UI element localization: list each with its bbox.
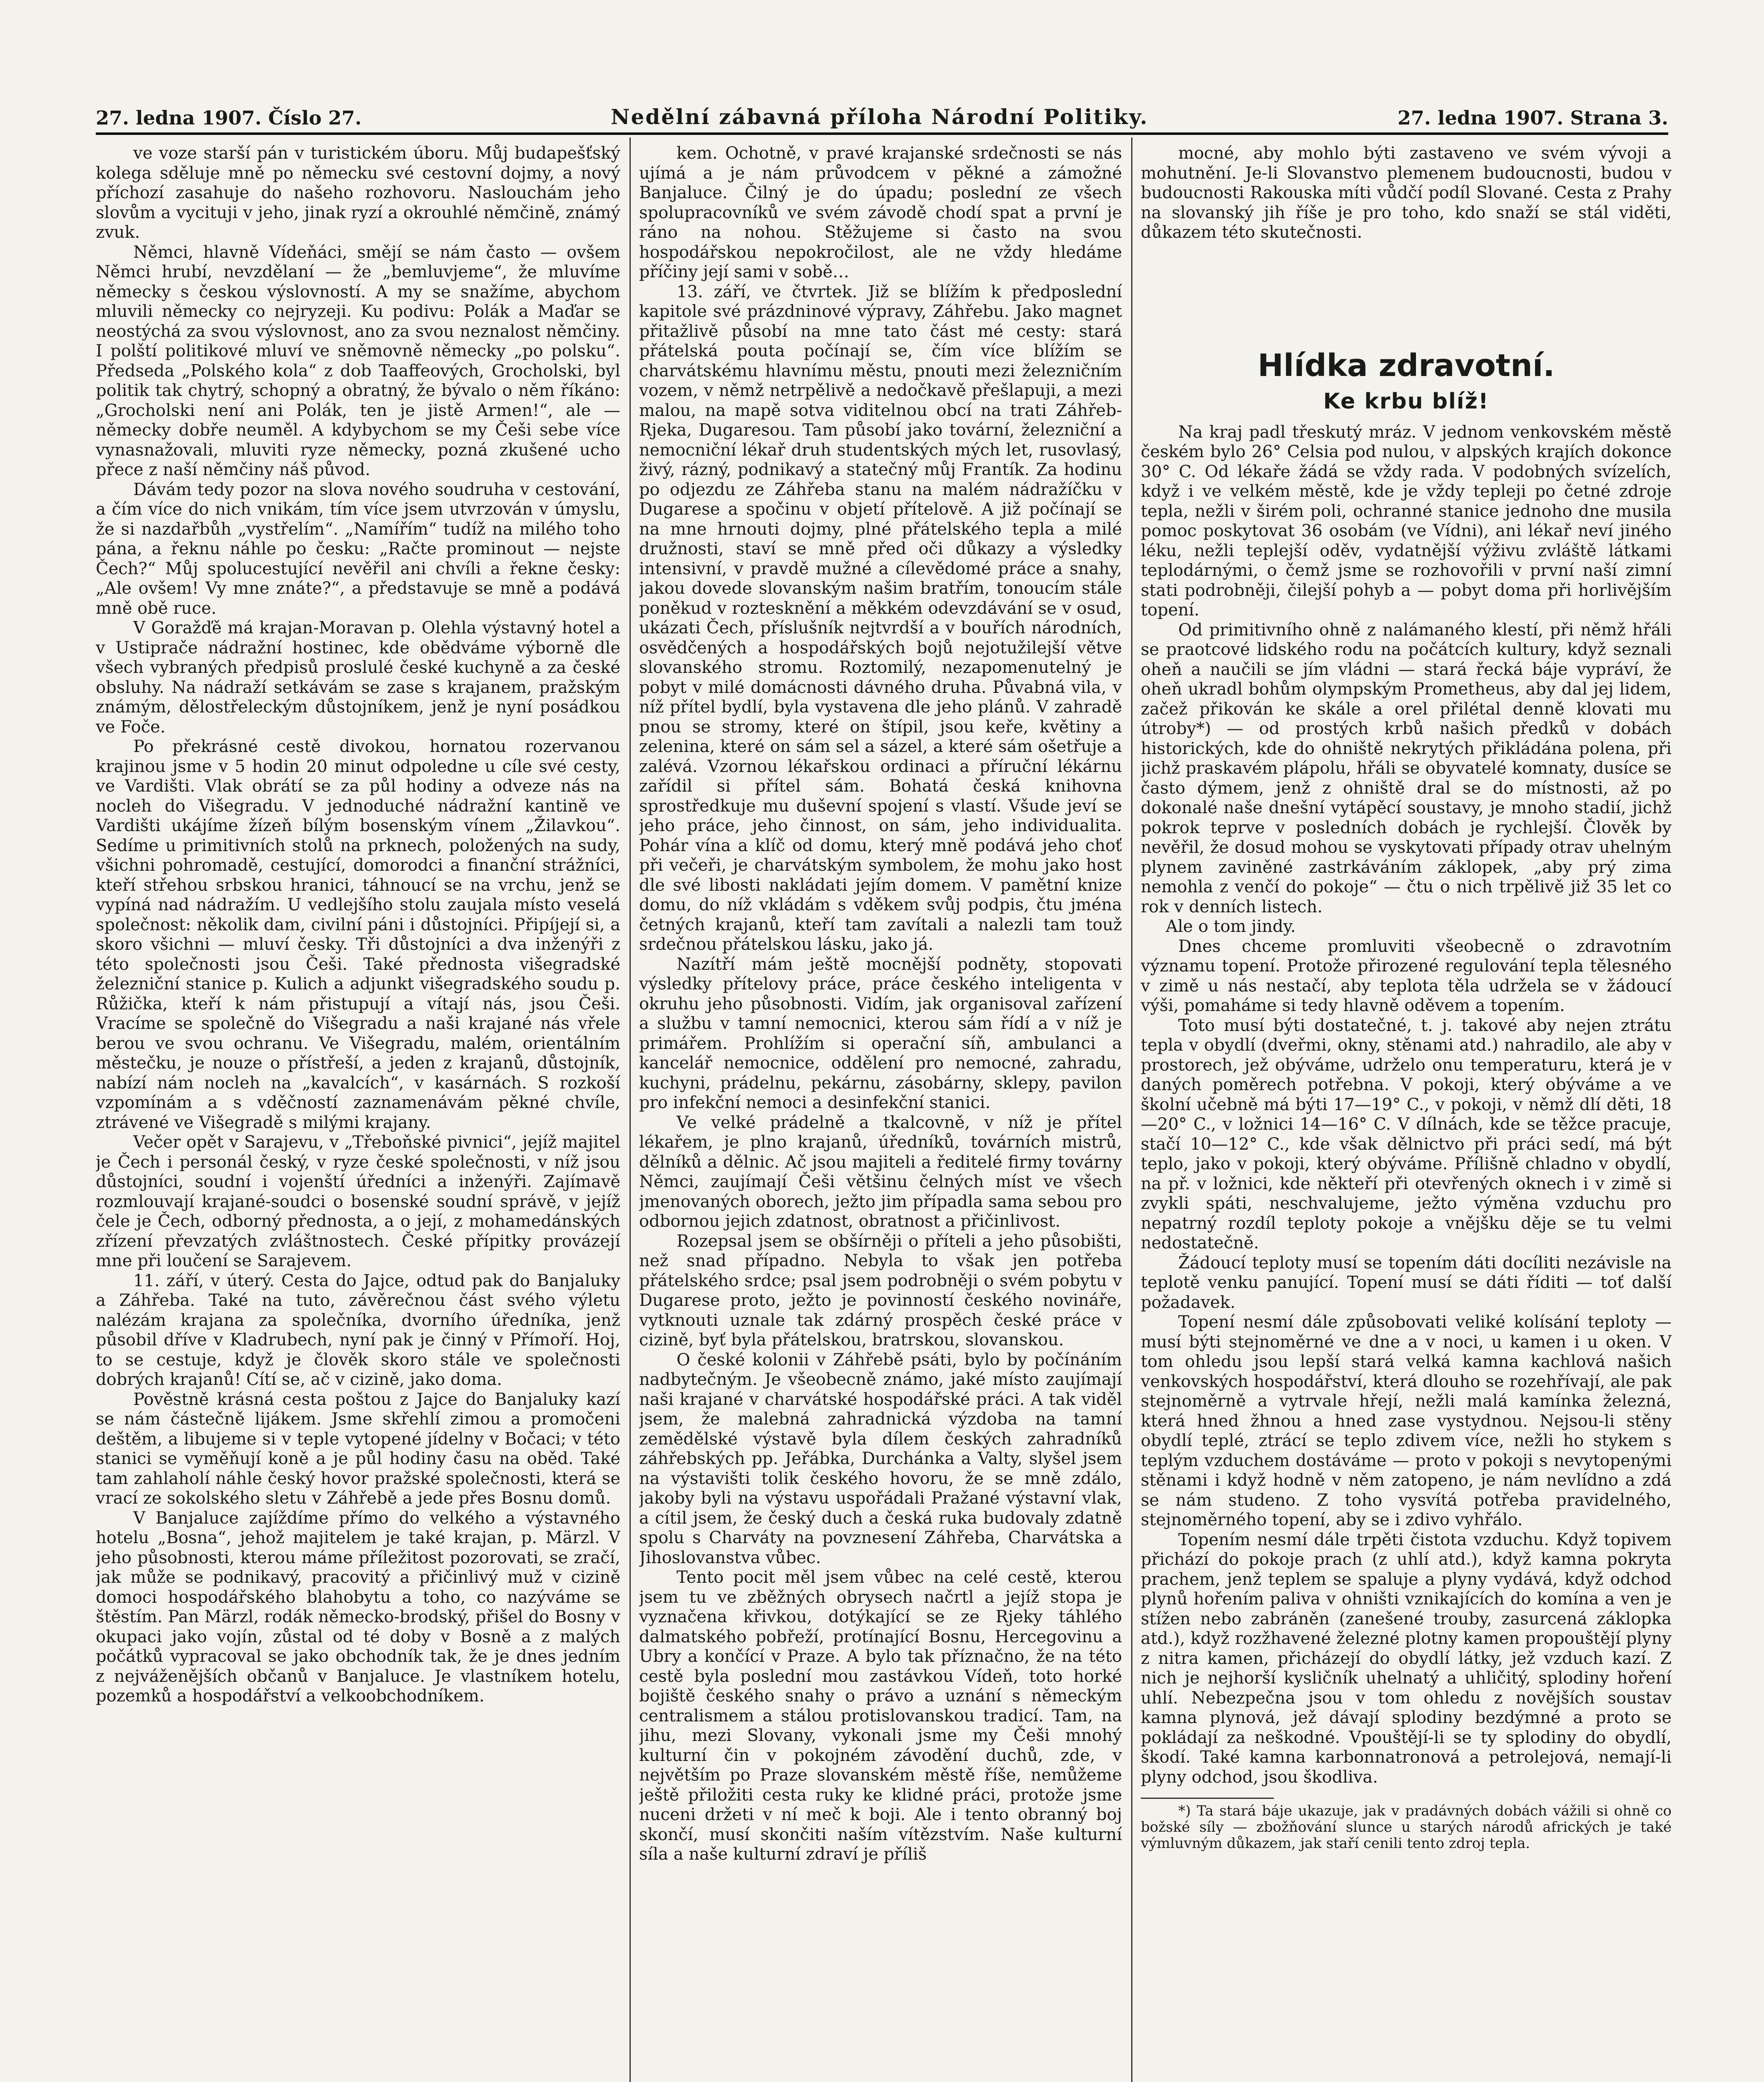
paragraph: Tento pocit měl jsem vůbec na celé cestě, kterou jsem tu ve zběžných obrysech načrtl a jejíž stopa je vyznačena křivkou, dotýkající se ze Rjeky táhlého dalmatského pobřeží, protínající Bosnu, Hercegovinu a Ubry a končící v Praze. A bylo tak příznačno, že na této cestě byla poslední mou zastávkou Vídeň, toto horké bojiště českého snahy o právo a uznání s německým centralismem a stálou protislovanskou tradicí. Tam, na jihu, mezi Slovany, vykonali jsme my Češi mnohý kulturní čin v pokojném závodění duchů, zde, v největším po Praze slovanském městě říše, nemůžeme ještě přiložiti cesta ruky ke klidné práci, protože jsme nuceni držeti v ní meč k boji. Ale i tento obranný boj skončí, musí skončiti naším vítězstvím. Naše kulturní síla a naše kulturní zdraví je příliš [639, 1568, 1122, 1864]
column-divider [1131, 137, 1132, 2082]
header-rule [96, 132, 1668, 135]
paragraph: Žádoucí teploty musí se topením dáti docíliti nezávisle na teplotě venku panující. Topení musí se dáti říditi — toť další požadavek. [1141, 1253, 1672, 1312]
page-header [96, 92, 1668, 129]
paragraph: kem. Ochotně, v pravé krajanské srdečnosti se nás ujímá a je nám průvodcem v pěkné a zámožné Banjaluce. Čilný je do úpadu; poslední ze všech spolupracovníků ve svém závodě chodí spat a první je ráno na nohou. Stěžujeme si často na svou hospodářskou nepokročilost, ale ne vždy hledáme příčiny její sami v sobě… [639, 144, 1122, 281]
paragraph: Toto musí býti dostatečné, t. j. takové aby nejen ztrátu tepla v obydlí (dveřmi, okny, stěnami atd.) nahradilo, ale aby v prostorech, jež obýváme, udrželo onu temperaturu, která je v daných poměrech potřebna. V pokoji, který obýváme a ve školní učebně má býti 17—19° C., v pokoji, v němž dlí děti, 18—20° C., v ložnici 14—16° C. V dílnách, kde se těžce pracuje, stačí 10—12° C., kde však dělnictvo při práci sedí, má být teplo, jako v pokoji, který obýváme. Přílišně chladno v obydlí, na př. v ložnici, kde někteří při otevřených oknech i v zimě si zvykli spáti, neschvalujeme, ježto výměna vzduchu pro nepatrný rozdíl teploty pokoje a vnějšku děje se tu velmi nedostatečně. [1141, 1016, 1672, 1253]
column-3 [1141, 144, 1672, 2082]
paragraph: Rozepsal jsem se obšírněji o příteli a jeho působišti, než snad případno. Nebyla to však jen potřeba přátelského srdce; psal jsem podrobněji o svém pobytu v Dugarese proto, ježto je povinností českého novináře, vytknouti uznale tak zdárný prospěch české práce v cizině, byť byla přátelskou, bratrskou, slovanskou. [639, 1231, 1122, 1350]
column-1 [96, 144, 620, 2082]
paragraph: Pověstně krásná cesta poštou z Jajce do Banjaluky kazí se nám částečně lijákem. Jsme skřehlí zimou a promočeni deštěm, a libujeme si v teple vytopené jídelny v Bočaci; v této stanici se vyměňují koně a je půl hodiny času na oběd. Také tam zahlaholí náhle český hovor pražské společnosti, která se vrací ze sokolského sletu v Záhřebě a jede přes Bosnu domů. [96, 1390, 620, 1508]
paragraph: Po překrásné cestě divokou, hornatou rozervanou krajinou jsme v 5 hodin 20 minut odpoledne u cíle své cesty, ve Vardišti. Vlak obrátí se za půl hodiny a odveze nás na nocleh do Višegradu. V jednoduché nádražní kantině ve Vardišti ukájíme žízeň bílým bosenským vínem „Žilavkou“. Sedíme u primitivních stolů na prknech, položených na sudy, všichni pohromadě, cestující, domorodci a finanční strážníci, kteří střehou srbskou hranici, táhnoucí se na vrchu, jenž se vypíná nad nádražím. U vedlejšího stolu zaujala místo veselá společnost: několik dam, civilní páni i důstojníci. Připíjejí si, a skoro všichni — mluví česky. Tři důstojníci a dva inženýři z této společnosti jsou Češi. Také přednosta višegradské železniční stanice p. Kulich a adjunkt višegradského soudu p. Růžička, kteří k nám přistupují a vítají nás, jsou Češi. Vracíme se společně do Višegradu a naši krajané nás vřele berou ve svou ochranu. Ve Višegradu, malém, orientálním městečku, je nouze o přístřeší, a jeden z krajanů, důstojník, nabízí nám nocleh na „kavalcích“, v kasárnách. S rozkoší vzpomínám a s vděčností zaznamenávám pěkné chvíle, ztrávené ve Višegradě s milými krajany. [96, 737, 620, 1132]
paragraph: Od primitivního ohně z nalámaného klestí, při němž hřáli se praotcové lidského rodu na počátcích kultury, když seznali oheň a naučili se jím vládni — stará řecká báje vypráví, že oheň ukradl bohům olympským Prometheus, aby dal jej lidem, začež přikován ke skále a orel přilétal denně klovati mu útroby*) — od prostých krbů našich předků v dobách historických, kde do ohniště nekrytých přikládána polena, při jichž praskavém plápolu, hřáli se obyvatelé komnaty, dusíce se často dýmem, jenž z ohniště dral se do místnosti, až po dokonalé naše dnešní vytápěcí soustavy, je mnoho stadií, jichž pokrok teprve v posledních dobách je rychlejší. Člověk by nevěřil, že dosud mohou se vyskytovati případy otrav uhelným plynem zaviněné zastrkáváním záklopek, „aby prý zima nemohla z venčí do pokoje“ — čtu o nich trpělivě již 35 let co rok v denních listech. [1141, 620, 1672, 916]
paragraph: ve voze starší pán v turistickém úboru. Můj budapešťský kolega sděluje mně po německu své cestovní dojmy, a nový příchozí zasahuje do našeho rozhovoru. Naslouchám jeho slovům a vycituji v jeho, jinak ryzí a okrouhlé němčině, známý zvuk. [96, 144, 620, 242]
paragraph: 13. září, ve čtvrtek. Již se blížím k předposlední kapitole své prázdninové výpravy, Záhřebu. Jako magnet přitažlivě působí na mne tato část mé cesty: stará přátelská pouta počínají se, čím více blížím se charvátskému hlavnímu městu, pnouti mezi železničním vozem, v němž netrpělivě a nedočkavě přešlapuji, a mezi malou, na mapě sotva viditelnou obcí na trati Záhřeb-Rjeka, Dugaresou. Tam působí jako tovární, železniční a nemocniční lékař druh studentských mých let, rusovlasý, živý, rázný, podnikavý a statečný můj Frantík. Za hodinu po odjezdu ze Záhřeba stanu na malém nádražíčku v Dugarese a spočinu v objetí přítelově. A již počínají se na mne hrnouti dojmy, plné přátelského tepla a milé družnosti, staví se mně před oči důkazy a výsledky intensivní, v pravdě mužné a cílevědomé práce a snahy, jakou dovede slovanským našim bratřím, tonoucím stále poněkud v roztesknění a měkkém odevzdávání se v osud, ukázati Čech, příslušník nejtvrdší a v bouřích národních, osvědčených a hospodářských bojů nejotužilejší větve slovanského stromu. Roztomilý, nezapomenutelný je pobyt v milé domácnosti dávného druha. Půvabná vila, v níž přítel bydlí, byla vystavena dle jeho plánů. V zahradě pnou se stromy, které on štípil, jsou keře, květiny a zelenina, které on sám sel a sázel, a které sám ošetřuje a zalévá. Vzornou lékařskou ordinaci a příruční lékárnu zařídil si přítel sám. Bohatá česká knihovna sprostředkuje mu duševní spojení s vlastí. Všude jeví se jeho práce, jeho činnost, on sám, jeho individualita. Pohár vína a klíč od domu, který mně podává jeho choť při večeři, je charvátským symbolem, že mohu jako host dle své libosti nakládati jejím domem. V pamětní knize domu, do níž vkládám s vděkem svůj podpis, čtu jména četných krajanů, kteří tam zavítali a nalezli tam touž srdečnou přátelskou lásku, jako já. [639, 282, 1122, 954]
paragraph: Němci, hlavně Vídeňáci, smějí se nám často — ovšem Němci hrubí, nevzdělaní — že „bemluvjeme“, že mluvíme německy s českou výslovností. A my se snažíme, abychom mluvili německy co nejryzeji. Ku podivu: Polák a Maďar se neostýchá za svou výslovnost, ano za svou neznalost němčiny. I polští politikové mluví ve sněmovně německy „po polsku“. Předseda „Polského kola“ z dob Taaffeových, Grocholski, byl politik tak chytrý, schopný a obratný, že bývalo o něm říkáno: „Grocholski není ani Polák, ten je jistě Armen!“, ale — německy dobře neuměl. A kdybychom se my Češi sebe více vynasnažovali, mluviti ryze německy, pozná zkušené ucho přece z naší němčiny náš původ. [96, 242, 620, 479]
footnote: *) Ta stará báje ukazuje, jak v pradávných dobách vážili si ohně co božské síly — zbožňování slunce u starých národů afrických je také výmluvným důkazem, jak staří cenili tento zdroj tepla. [1141, 1803, 1672, 1852]
paragraph: Večer opět v Sarajevu, v „Třeboňské pivnici“, jejíž majitel je Čech i personál český, v ryze české společnosti, v níž jsou důstojníci, soudní i vojenští úředníci a inženýři. Zajímavě rozmlouvají krajané-soudci o bosenské soudní správě, v jejíž čele je Čech, odborný přednosta, a o její, z mohamedánských zřízení převzatých zvláštnostech. České přípitky provázejí mne při loučení se Sarajevem. [96, 1133, 620, 1270]
paragraph: Nazítří mám ještě mocnější podněty, stopovati výsledky přítelovy práce, práce českého inteligenta v okruhu jeho působnosti. Vidím, jak organisoval zařízení a službu v tamní nemocnici, kterou sám řídí a v níž je primářem. Prohlížím si operační síň, ambulanci a kancelář nemocnice, oddělení pro nemocné, zahradu, kuchyni, prádelnu, pekárnu, zásobárny, sklepy, pavilon pro infekční nemoci a desinfekční stanici. [639, 954, 1122, 1112]
paragraph: V Banjaluce zajíždíme přímo do velkého a výstavného hotelu „Bosna“, jehož majitelem je také krajan, p. Märzl. V jeho působnosti, kterou máme příležitost pozorovati, se zračí, jak může se podnikavý, pracovitý a přičinlivý muž v cizině domoci hospodářského blahobytu a toho, co nazýváme se štěstím. Pan Märzl, rodák německo-brodský, přišel do Bosny v okupaci jako vojín, zůstal od té doby v Bosně a z malých počátků vypracoval se jako obchodník tak, že je dnes jedním z nejváženějších občanů v Banjaluce. Je vlastníkem hotelu, pozemků a hospodářství a velkoobchodníkem. [96, 1508, 620, 1706]
header-publication-title: Nedělní zábavná příloha Národní Politiky. [610, 105, 1149, 129]
header-date-page: 27. ledna 1907. Strana 3. [1397, 107, 1668, 129]
paragraph: Dávám tedy pozor na slova nového soudruha v cestování, a čím více do nich vnikám, tím více jsem utvrzován v úmyslu, že si nazdařbůh „vystřelím“. „Namířím“ tudíž na milého toho pána, a řeknu náhle po česku: „Račte prominout — nejste Čech?“ Můj spolucestující nevěřil ani chvíli a řekne česky: „Ale ovšem! Vy mne znáte?“, a představuje se mně a podává mně obě ruce. [96, 480, 620, 618]
article-title: Ke krbu blíž! [1323, 389, 1489, 414]
paragraph: Na kraj padl třeskutý mráz. V jednom venkovském městě českém bylo 26° Celsia pod nulou, v alpských krajích dokonce 30° C. Od lékaře žádá se vždy rada. V podobných svízelích, když i ve velkém městě, kde je vždy tepleji po četné zdroje tepla, nežli v širém poli, ochranné stanice jednoho dne musila pomoc poskytovat 36 osobám (ve Vídni), ani lékař neví jiného léku, nežli teplejší oděv, vydatnější výživu zvláště látkami teplodárnými, o čemž jsme se rozhovořili v první naší zimní stati podrobněji, čilejší pohyb a — pobyt doma při horlivějším topení. [1141, 422, 1672, 620]
paragraph: Ale o tom jindy. [1166, 917, 1296, 936]
paragraph: Topením nesmí dále trpěti čistota vzduchu. Když topivem přichází do pokoje prach (z uhlí atd.), když kamna pokryta prachem, jenž teplem se spaluje a plyny vydává, když odchod plynů hořením paliva v ohništi vznikajících do komína a ven je stížen nebo zabráněn (zanešené trouby, zasurcená záklopka atd.), když rozžhavené železné plotny kamen propouštějí plyny z nitra kamen, přicházejí do obydlí látky, jež vzduch kazí. Z nich je nejhorší kysličník uhelnatý a uhličitý, splodiny hoření uhlí. Nebezpečna jsou v tom ohledu z novějších soustav kamna plynová, jež dávají splodiny bezdýmné a proto se pokládají za neškodné. Vpouštějí-li se ty splodiny do obydlí, škodí. Také kamna karbonnatronová a petrolejová, nemají-li plyny odchod, jsou škodliva. [1141, 1530, 1672, 1787]
header-date-issue: 27. ledna 1907. Číslo 27. [96, 107, 362, 129]
paragraph: 11. září, v úterý. Cesta do Jajce, odtud pak do Banjaluky a Záhřeba. Také na tuto, závěrečnou část svého výletu nalézám krajana za společníka, dvorního úředníka, jenž působil dříve v Kladrubech, nyní pak je činný v Přímoří. Hoj, to se cestuje, když je člověk skoro stále ve společnosti dobrých krajanů! Cítí se, ač v cizině, jako doma. [96, 1271, 620, 1389]
footnote-rule [1141, 1798, 1274, 1799]
paragraph: Topení nesmí dále způsobovati veliké kolísání teploty — musí býti stejnoměrné ve dne a v noci, u kamen i u oken. V tom ohledu jsou lepší stará velká kamna kachlová našich venkovských hospodářství, která dlouho se rozehřívají, ale pak stejnoměrně a vytrvale hřejí, nežli malá kamínka železná, která hned žhnou a hned zase vystydnou. Nejsou-li stěny obydlí teplé, ztrácí se teplo zdivem více, nežli ho stykem s teplým vzduchem dostáváme — proto v pokoji s nevytopenými stěnami i když hodně v něm zatopeno, je nám nevlídno a zdá se nám studeno. Z toho vysvítá potřeba pravidelného, stejnoměrného topení, aby se i zdivo vyhřálo. [1141, 1312, 1672, 1529]
paragraph: Ve velké prádelně a tkalcovně, v níž je přítel lékařem, je plno krajanů, úředníků, továrních mistrů, dělníků a dělnic. Ač jsou majiteli a ředitelé firmy továrny Němci, zaujímají Češi většinu čelných míst ve všech jmenovaných oborech, ježto jim případla sama sebou pro odbornou jejich zdatnost, obratnost a přičinlivost. [639, 1113, 1122, 1231]
paragraph: V Goražďě má krajan-Moravan p. Olehla výstavný hotel a v Ustiprače nádražní hostinec, kde obědváme výborně dle všech vybraných předpisů proslulé české kuchyně a za české obsluhy. Na nádraží setkávám se zase s krajanem, pražským známým, dělostřeleckým důstojníkem, jenž je nyní posádkou ve Foče. [96, 618, 620, 737]
paragraph: mocné, aby mohlo býti zastaveno ve svém vývoji a mohutnění. Je-li Slovanstvo plemenem budoucnosti, budou v budoucnosti Rakouska míti vůdčí podíl Slované. Cesta z Prahy na slovanský jih říše je pro toho, kdo snaží se stál viděti, důkazem této skutečnosti. [1141, 144, 1672, 242]
paragraph: Dnes chceme promluviti všeobecně o zdravotním významu topení. Protože přirozené regulování tepla tělesného v zimě u nás nestačí, aby teplota těla udržela se v žádoucí výši, pomaháme si tedy hlavně oděvem a topením. [1141, 936, 1672, 1015]
section-heading: Hlídka zdravotní. [1257, 347, 1555, 384]
column-divider [629, 137, 631, 2082]
paragraph: O české kolonii v Záhřebě psáti, bylo by počínáním nadbytečným. Je všeobecně známo, jaké místo zaujímají naši krajané v charvátské hospodářské práci. A tak viděl jsem, že malebná zahradnická výzdoba na tamní zemědělské výstavě byla dílem českých zahradníků záhřebských pp. Jeřábka, Durchánka a Valty, slyšel jsem na výstavišti tolik českého hovoru, že se mně zdálo, jakoby byli na výstavu uspořádali Pražané výstavní vlak, a cítil jsem, že český duch a česká ruka budovaly zdatně spolu s Charváty na povznesení Záhřeba, Charvátska a Jihoslovanstva vůbec. [639, 1350, 1122, 1567]
column-2 [639, 144, 1122, 2082]
